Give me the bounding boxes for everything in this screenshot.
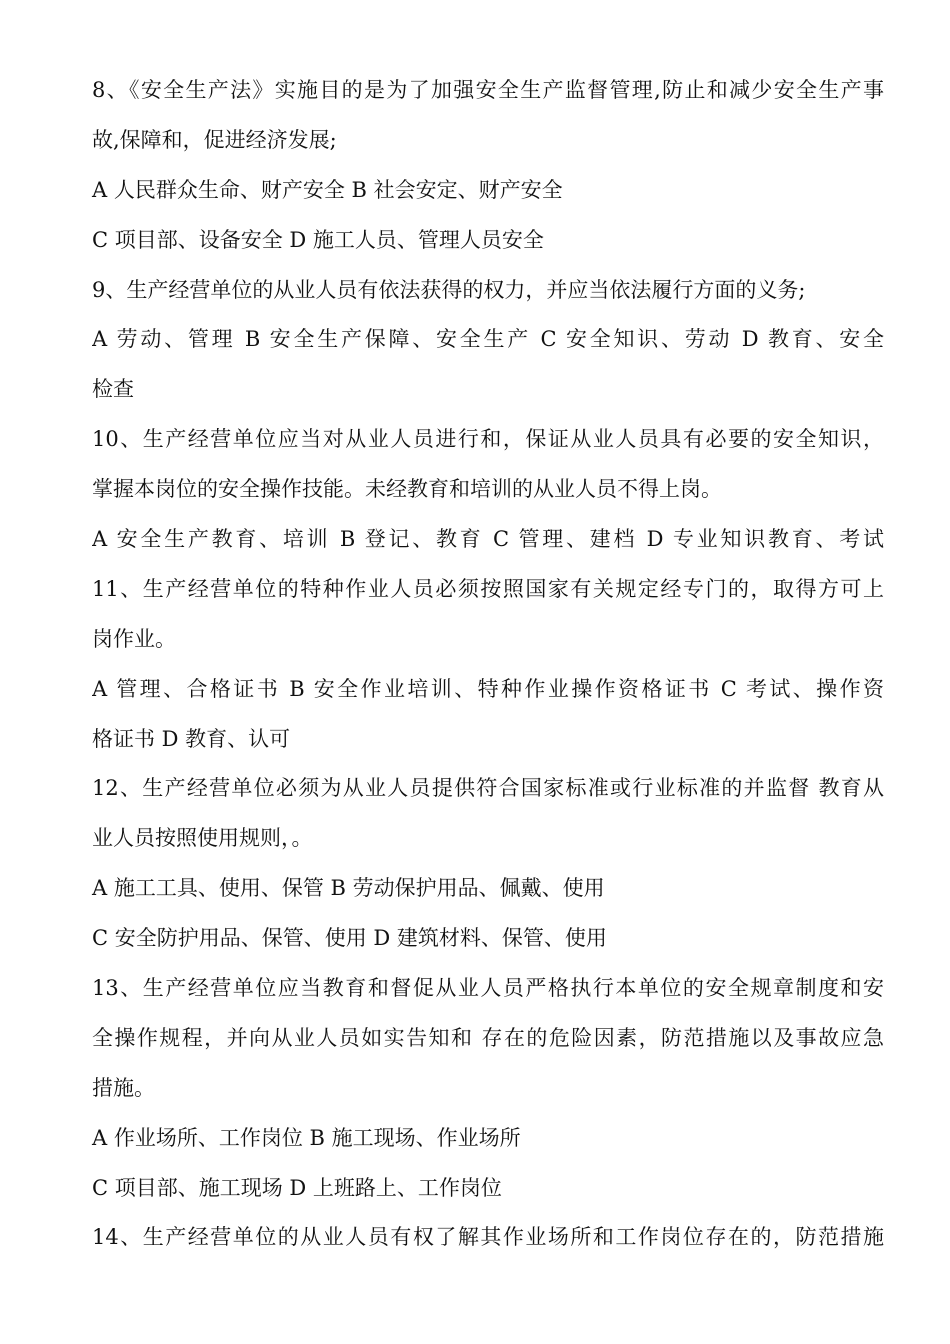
q8-options-cd: C 项目部、设备安全 D 施工人员、管理人员安全 — [92, 227, 544, 252]
q12-options-ab: A 施工工具、使用、保管 B 劳动保护用品、佩戴、使用 — [92, 876, 605, 901]
q12-stem-line-2: 业人员按照使用规则，。 — [92, 826, 313, 851]
q8-stem-line-2: 故,保障和，促进经济发展; — [92, 127, 337, 152]
q10-options: A 安全生产教育、培训 B 登记、教育 C 管理、建档 D 专业知识教育、考试 — [92, 527, 884, 552]
q12-stem-line-1: 12、生产经营单位必须为从业人员提供符合国家标准或行业标准的并监督 教育从 — [92, 776, 884, 801]
q13-options-ab: A 作业场所、工作岗位 B 施工现场、作业场所 — [92, 1125, 521, 1150]
q9-options-line-2: 检查 — [92, 377, 134, 402]
q11-options-line-2: 格证书 D 教育、认可 — [92, 726, 291, 751]
q13-options-cd: C 项目部、施工现场 D 上班路上、工作岗位 — [92, 1175, 502, 1200]
q11-stem-line-2: 岗作业。 — [92, 626, 176, 651]
q12-options-cd: C 安全防护用品、保管、使用 D 建筑材料、保管、使用 — [92, 926, 607, 951]
q14-stem-line-1: 14、生产经营单位的从业人员有权了解其作业场所和工作岗位存在的，防范措施 — [92, 1225, 884, 1250]
q13-stem-line-1: 13、生产经营单位应当教育和督促从业人员严格执行本单位的安全规章制度和安 — [92, 976, 884, 1001]
q13-stem-line-3: 措施。 — [92, 1075, 155, 1100]
q11-options-line-1: A 管理、合格证书 B 安全作业培训、特种作业操作资格证书 C 考试、操作资 — [92, 676, 884, 701]
q8-stem-line-1: 8、《安全生产法》实施目的是为了加强安全生产监督管理,防止和减少安全生产事 — [92, 78, 884, 102]
q9-options-line-1: A 劳动、管理 B 安全生产保障、安全生产 C 安全知识、劳动 D 教育、安全 — [92, 327, 884, 352]
q8-options-ab: A 人民群众生命、财产安全 B 社会安定、财产安全 — [92, 177, 563, 202]
q11-stem-line-1: 11、生产经营单位的特种作业人员必须按照国家有关规定经专门的，取得方可上 — [92, 576, 884, 601]
q10-stem-line-2: 掌握本岗位的安全操作技能。未经教育和培训的从业人员不得上岗。 — [92, 477, 722, 502]
q9-stem: 9、生产经营单位的从业人员有依法获得的权力，并应当依法履行方面的义务; — [92, 277, 806, 302]
q13-stem-line-2: 全操作规程，并向从业人员如实告知和 存在的危险因素，防范措施以及事故应急 — [92, 1025, 884, 1050]
document-page — [92, 66, 884, 1263]
q10-stem-line-1: 10、生产经营单位应当对从业人员进行和，保证从业人员具有必要的安全知识， — [92, 427, 884, 452]
